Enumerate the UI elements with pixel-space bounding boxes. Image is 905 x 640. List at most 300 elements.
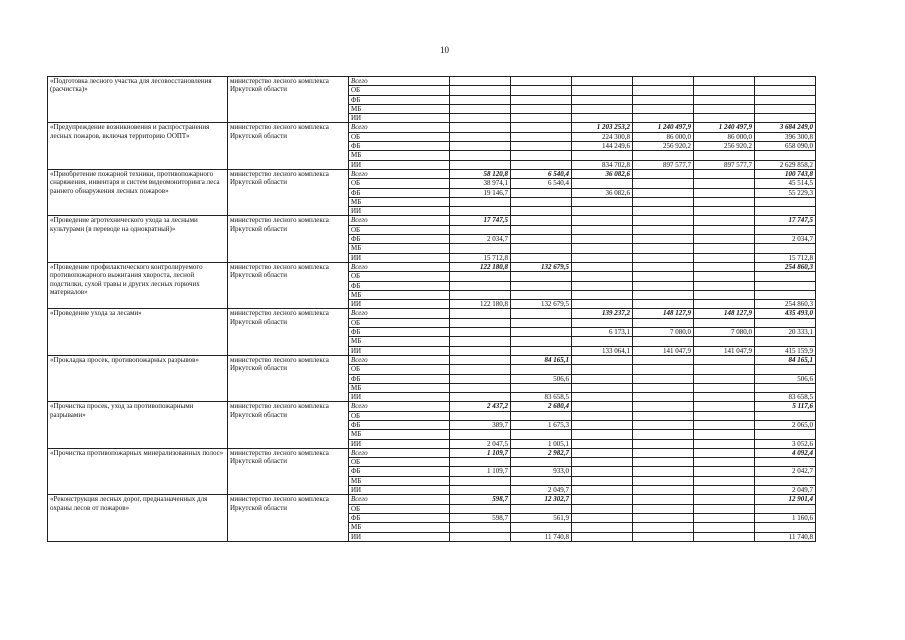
amount-cell: 17 747,5 bbox=[450, 216, 511, 225]
amount-cell: 141 047,9 bbox=[633, 346, 694, 355]
amount-cell: 2 437,2 bbox=[450, 402, 511, 411]
amount-cell bbox=[694, 151, 755, 160]
amount-cell bbox=[694, 179, 755, 188]
amount-cell bbox=[572, 448, 633, 457]
amount-cell: 598,7 bbox=[450, 495, 511, 504]
amount-cell bbox=[633, 420, 694, 429]
amount-cell bbox=[572, 430, 633, 439]
amount-cell bbox=[633, 225, 694, 234]
amount-cell: 83 658,5 bbox=[755, 393, 816, 402]
amount-cell bbox=[450, 355, 511, 364]
responsible-org: министерство лесного комплекса Иркутской области bbox=[228, 262, 349, 308]
amount-cell bbox=[572, 532, 633, 541]
amount-cell: 15 712,8 bbox=[450, 253, 511, 262]
table-row-total bbox=[48, 495, 816, 504]
table-row-total bbox=[48, 448, 816, 457]
table-row-total bbox=[48, 169, 816, 178]
amount-cell bbox=[755, 383, 816, 392]
funding-source: ФБ bbox=[349, 420, 450, 429]
amount-cell bbox=[572, 225, 633, 234]
amount-cell bbox=[450, 244, 511, 253]
amount-cell bbox=[450, 374, 511, 383]
funding-source: Всего bbox=[349, 169, 450, 178]
amount-cell bbox=[450, 142, 511, 151]
amount-cell bbox=[572, 290, 633, 299]
amount-cell bbox=[572, 151, 633, 160]
amount-cell bbox=[755, 411, 816, 420]
amount-cell: 36 082,6 bbox=[572, 188, 633, 197]
amount-cell bbox=[694, 290, 755, 299]
funding-source: МБ bbox=[349, 523, 450, 532]
amount-cell bbox=[511, 309, 572, 318]
amount-cell bbox=[694, 411, 755, 420]
amount-cell bbox=[633, 151, 694, 160]
amount-cell bbox=[450, 458, 511, 467]
funding-source: МБ bbox=[349, 197, 450, 206]
amount-cell bbox=[572, 402, 633, 411]
amount-cell bbox=[633, 374, 694, 383]
amount-cell bbox=[572, 318, 633, 327]
amount-cell bbox=[450, 504, 511, 513]
funding-source: МБ bbox=[349, 430, 450, 439]
funding-source: ФБ bbox=[349, 374, 450, 383]
amount-cell: 2 049,7 bbox=[511, 486, 572, 495]
amount-cell bbox=[694, 495, 755, 504]
amount-cell: 55 229,3 bbox=[755, 188, 816, 197]
table-row-total bbox=[48, 402, 816, 411]
amount-cell bbox=[450, 114, 511, 123]
amount-cell: 1 240 497,9 bbox=[694, 123, 755, 132]
amount-cell bbox=[633, 86, 694, 95]
table-row-total bbox=[48, 262, 816, 271]
amount-cell: 3 684 249,0 bbox=[755, 123, 816, 132]
amount-cell: 2 680,4 bbox=[511, 402, 572, 411]
amount-cell bbox=[572, 467, 633, 476]
amount-cell bbox=[694, 458, 755, 467]
amount-cell bbox=[572, 77, 633, 86]
amount-cell bbox=[572, 207, 633, 216]
amount-cell bbox=[572, 337, 633, 346]
amount-cell bbox=[755, 197, 816, 206]
amount-cell bbox=[511, 318, 572, 327]
amount-cell bbox=[755, 207, 816, 216]
amount-cell bbox=[633, 290, 694, 299]
amount-cell: 1 109,7 bbox=[450, 448, 511, 457]
funding-source: ОБ bbox=[349, 225, 450, 234]
funding-source: Всего bbox=[349, 355, 450, 364]
amount-cell bbox=[450, 486, 511, 495]
amount-cell: 20 333,1 bbox=[755, 328, 816, 337]
amount-cell bbox=[633, 95, 694, 104]
amount-cell: 224 300,8 bbox=[572, 132, 633, 141]
amount-cell bbox=[450, 86, 511, 95]
amount-cell: 122 180,8 bbox=[450, 300, 511, 309]
responsible-org: министерство лесного комплекса Иркутской области bbox=[228, 448, 349, 494]
amount-cell bbox=[511, 160, 572, 169]
funding-source: Всего bbox=[349, 495, 450, 504]
amount-cell bbox=[633, 523, 694, 532]
amount-cell: 3 052,6 bbox=[755, 439, 816, 448]
amount-cell bbox=[694, 216, 755, 225]
amount-cell bbox=[633, 77, 694, 86]
amount-cell bbox=[572, 95, 633, 104]
amount-cell bbox=[633, 439, 694, 448]
amount-cell bbox=[633, 104, 694, 113]
amount-cell bbox=[694, 104, 755, 113]
amount-cell bbox=[572, 420, 633, 429]
amount-cell bbox=[633, 402, 694, 411]
funding-source: Всего bbox=[349, 77, 450, 86]
amount-cell: 122 180,8 bbox=[450, 262, 511, 271]
amount-cell bbox=[450, 207, 511, 216]
amount-cell bbox=[511, 430, 572, 439]
amount-cell bbox=[694, 513, 755, 522]
amount-cell bbox=[694, 383, 755, 392]
responsible-org: министерство лесного комплекса Иркутской области bbox=[228, 309, 349, 355]
amount-cell bbox=[633, 216, 694, 225]
amount-cell bbox=[572, 114, 633, 123]
amount-cell bbox=[633, 513, 694, 522]
amount-cell bbox=[450, 290, 511, 299]
amount-cell bbox=[694, 318, 755, 327]
amount-cell bbox=[633, 114, 694, 123]
amount-cell bbox=[450, 411, 511, 420]
amount-cell bbox=[755, 337, 816, 346]
amount-cell: 132 679,5 bbox=[511, 262, 572, 271]
amount-cell bbox=[450, 309, 511, 318]
amount-cell bbox=[633, 458, 694, 467]
funding-source: ФБ bbox=[349, 188, 450, 197]
amount-cell bbox=[694, 207, 755, 216]
amount-cell bbox=[633, 495, 694, 504]
amount-cell bbox=[511, 216, 572, 225]
activity-name: «Проведение профилактического контролируемого противопожарного выжигания хвороста, лесной подстилки, сухой травы и других лесных горючих материалов» bbox=[48, 262, 228, 308]
responsible-org: министерство лесного комплекса Иркутской области bbox=[228, 216, 349, 262]
amount-cell bbox=[633, 504, 694, 513]
funding-source: Всего bbox=[349, 402, 450, 411]
amount-cell bbox=[694, 86, 755, 95]
amount-cell bbox=[755, 272, 816, 281]
amount-cell: 415 159,9 bbox=[755, 346, 816, 355]
amount-cell bbox=[694, 77, 755, 86]
amount-cell: 1 109,7 bbox=[450, 467, 511, 476]
amount-cell bbox=[633, 197, 694, 206]
amount-cell bbox=[511, 86, 572, 95]
funding-source: ИИ bbox=[349, 253, 450, 262]
activity-name: «Приобретение пожарной техники, противопожарного снаряжения, инвентаря и систем видеомониторинга леса раннего обнаружения лесных пожаров» bbox=[48, 169, 228, 215]
amount-cell bbox=[511, 151, 572, 160]
amount-cell bbox=[633, 281, 694, 290]
amount-cell bbox=[694, 393, 755, 402]
funding-source: МБ bbox=[349, 290, 450, 299]
amount-cell bbox=[755, 77, 816, 86]
funding-source: ОБ bbox=[349, 411, 450, 420]
amount-cell bbox=[511, 253, 572, 262]
amount-cell bbox=[755, 290, 816, 299]
amount-cell bbox=[694, 532, 755, 541]
amount-cell bbox=[694, 486, 755, 495]
amount-cell bbox=[694, 225, 755, 234]
amount-cell: 86 000,0 bbox=[694, 132, 755, 141]
responsible-org: министерство лесного комплекса Иркутской области bbox=[228, 402, 349, 448]
amount-cell bbox=[450, 328, 511, 337]
amount-cell bbox=[633, 179, 694, 188]
amount-cell bbox=[633, 467, 694, 476]
amount-cell bbox=[511, 458, 572, 467]
amount-cell bbox=[694, 253, 755, 262]
amount-cell: 2 065,0 bbox=[755, 420, 816, 429]
amount-cell bbox=[511, 235, 572, 244]
amount-cell bbox=[572, 495, 633, 504]
amount-cell bbox=[450, 95, 511, 104]
amount-cell bbox=[511, 114, 572, 123]
amount-cell: 6 540,4 bbox=[511, 179, 572, 188]
amount-cell: 141 047,9 bbox=[694, 346, 755, 355]
amount-cell bbox=[694, 430, 755, 439]
amount-cell: 11 740,8 bbox=[511, 532, 572, 541]
amount-cell: 139 237,2 bbox=[572, 309, 633, 318]
amount-cell: 658 090,0 bbox=[755, 142, 816, 151]
amount-cell bbox=[633, 393, 694, 402]
page-number: 10 bbox=[440, 45, 449, 55]
amount-cell bbox=[572, 383, 633, 392]
amount-cell bbox=[633, 355, 694, 364]
amount-cell: 2 042,7 bbox=[755, 467, 816, 476]
amount-cell bbox=[694, 402, 755, 411]
amount-cell: 11 740,8 bbox=[755, 532, 816, 541]
funding-source: МБ bbox=[349, 244, 450, 253]
amount-cell: 897 577,7 bbox=[694, 160, 755, 169]
amount-cell bbox=[633, 383, 694, 392]
budget-table bbox=[47, 76, 816, 542]
table-row-total bbox=[48, 77, 816, 86]
amount-cell bbox=[633, 235, 694, 244]
funding-source: ИИ bbox=[349, 346, 450, 355]
amount-cell bbox=[694, 420, 755, 429]
amount-cell bbox=[694, 365, 755, 374]
activity-name: «Предупреждение возникновения и распространения лесных пожаров, включая территорию ООПТ» bbox=[48, 123, 228, 169]
amount-cell: 834 702,8 bbox=[572, 160, 633, 169]
amount-cell bbox=[755, 95, 816, 104]
amount-cell bbox=[450, 532, 511, 541]
amount-cell: 12 901,4 bbox=[755, 495, 816, 504]
funding-source: ИИ bbox=[349, 300, 450, 309]
amount-cell bbox=[450, 476, 511, 485]
amount-cell bbox=[755, 523, 816, 532]
amount-cell bbox=[694, 281, 755, 290]
amount-cell: 2 034,7 bbox=[450, 235, 511, 244]
amount-cell bbox=[511, 244, 572, 253]
amount-cell: 58 120,8 bbox=[450, 169, 511, 178]
amount-cell bbox=[572, 486, 633, 495]
amount-cell bbox=[572, 393, 633, 402]
funding-source: ФБ bbox=[349, 281, 450, 290]
amount-cell bbox=[572, 411, 633, 420]
activity-name: «Реконструкция лесных дорог, предназначенных для охраны лесов от пожаров» bbox=[48, 495, 228, 541]
amount-cell bbox=[450, 160, 511, 169]
amount-cell bbox=[633, 448, 694, 457]
responsible-org: министерство лесного комплекса Иркутской области bbox=[228, 77, 349, 123]
amount-cell bbox=[755, 151, 816, 160]
amount-cell: 2 034,7 bbox=[755, 235, 816, 244]
amount-cell bbox=[450, 430, 511, 439]
amount-cell bbox=[572, 235, 633, 244]
amount-cell bbox=[755, 281, 816, 290]
amount-cell bbox=[694, 504, 755, 513]
amount-cell bbox=[450, 123, 511, 132]
funding-source: Всего bbox=[349, 448, 450, 457]
amount-cell bbox=[755, 225, 816, 234]
amount-cell: 6 540,4 bbox=[511, 169, 572, 178]
amount-cell bbox=[633, 244, 694, 253]
amount-cell bbox=[450, 197, 511, 206]
amount-cell bbox=[694, 439, 755, 448]
amount-cell: 2 982,7 bbox=[511, 448, 572, 457]
amount-cell bbox=[450, 132, 511, 141]
amount-cell bbox=[450, 383, 511, 392]
amount-cell bbox=[755, 104, 816, 113]
amount-cell: 435 493,0 bbox=[755, 309, 816, 318]
amount-cell: 5 117,6 bbox=[755, 402, 816, 411]
activity-name: «Прокладка просек, противопожарных разрывов» bbox=[48, 355, 228, 401]
amount-cell bbox=[511, 346, 572, 355]
amount-cell: 1 240 497,9 bbox=[633, 123, 694, 132]
amount-cell bbox=[511, 411, 572, 420]
amount-cell: 256 920,2 bbox=[694, 142, 755, 151]
amount-cell bbox=[755, 365, 816, 374]
amount-cell bbox=[450, 337, 511, 346]
amount-cell: 148 127,9 bbox=[694, 309, 755, 318]
amount-cell bbox=[755, 114, 816, 123]
amount-cell bbox=[511, 504, 572, 513]
funding-source: ФБ bbox=[349, 467, 450, 476]
amount-cell bbox=[511, 197, 572, 206]
amount-cell bbox=[572, 281, 633, 290]
amount-cell bbox=[694, 235, 755, 244]
amount-cell bbox=[633, 365, 694, 374]
amount-cell bbox=[633, 253, 694, 262]
amount-cell bbox=[511, 476, 572, 485]
amount-cell bbox=[694, 169, 755, 178]
amount-cell bbox=[694, 467, 755, 476]
amount-cell: 86 000,0 bbox=[633, 132, 694, 141]
amount-cell: 933,0 bbox=[511, 467, 572, 476]
amount-cell: 7 080,0 bbox=[694, 328, 755, 337]
funding-source: ОБ bbox=[349, 132, 450, 141]
amount-cell bbox=[633, 207, 694, 216]
amount-cell: 598,7 bbox=[450, 513, 511, 522]
amount-cell: 17 747,5 bbox=[755, 216, 816, 225]
amount-cell bbox=[633, 300, 694, 309]
amount-cell bbox=[633, 337, 694, 346]
funding-source: ОБ bbox=[349, 179, 450, 188]
amount-cell bbox=[572, 253, 633, 262]
amount-cell bbox=[572, 504, 633, 513]
amount-cell bbox=[572, 104, 633, 113]
amount-cell bbox=[572, 244, 633, 253]
table-row-total bbox=[48, 123, 816, 132]
activity-name: «Прочистка просек, уход за противопожарными разрывами» bbox=[48, 402, 228, 448]
funding-source: МБ bbox=[349, 104, 450, 113]
amount-cell bbox=[511, 337, 572, 346]
amount-cell: 4 092,4 bbox=[755, 448, 816, 457]
amount-cell: 6 173,1 bbox=[572, 328, 633, 337]
activity-name: «Подготовка лесного участка для лесовосстановления (расчистка)» bbox=[48, 77, 228, 123]
amount-cell bbox=[511, 95, 572, 104]
amount-cell bbox=[450, 281, 511, 290]
amount-cell bbox=[755, 476, 816, 485]
amount-cell bbox=[450, 151, 511, 160]
amount-cell: 561,9 bbox=[511, 513, 572, 522]
amount-cell bbox=[694, 337, 755, 346]
responsible-org: министерство лесного комплекса Иркутской области bbox=[228, 355, 349, 401]
amount-cell: 1 203 253,2 bbox=[572, 123, 633, 132]
funding-source: МБ bbox=[349, 383, 450, 392]
amount-cell: 83 658,5 bbox=[511, 393, 572, 402]
amount-cell bbox=[694, 448, 755, 457]
funding-source: МБ bbox=[349, 476, 450, 485]
amount-cell bbox=[755, 318, 816, 327]
amount-cell: 256 920,2 bbox=[633, 142, 694, 151]
amount-cell bbox=[572, 300, 633, 309]
funding-source: ИИ bbox=[349, 439, 450, 448]
funding-source: ОБ bbox=[349, 458, 450, 467]
amount-cell bbox=[633, 411, 694, 420]
amount-cell bbox=[572, 216, 633, 225]
funding-source: ФБ bbox=[349, 328, 450, 337]
amount-cell bbox=[511, 77, 572, 86]
amount-cell bbox=[450, 318, 511, 327]
amount-cell bbox=[572, 439, 633, 448]
amount-cell: 254 860,3 bbox=[755, 262, 816, 271]
amount-cell bbox=[633, 430, 694, 439]
amount-cell bbox=[511, 365, 572, 374]
amount-cell: 2 629 858,2 bbox=[755, 160, 816, 169]
amount-cell bbox=[450, 346, 511, 355]
funding-source: ФБ bbox=[349, 513, 450, 522]
amount-cell bbox=[511, 281, 572, 290]
activity-name: «Прочистка противопожарных минерализованных полос» bbox=[48, 448, 228, 494]
amount-cell: 12 302,7 bbox=[511, 495, 572, 504]
funding-source: ИИ bbox=[349, 486, 450, 495]
amount-cell: 19 146,7 bbox=[450, 188, 511, 197]
amount-cell bbox=[450, 77, 511, 86]
amount-cell: 1 160,6 bbox=[755, 513, 816, 522]
amount-cell bbox=[694, 476, 755, 485]
funding-source: ИИ bbox=[349, 207, 450, 216]
amount-cell bbox=[511, 290, 572, 299]
amount-cell bbox=[572, 179, 633, 188]
amount-cell bbox=[633, 532, 694, 541]
amount-cell bbox=[511, 328, 572, 337]
amount-cell bbox=[511, 523, 572, 532]
amount-cell bbox=[694, 197, 755, 206]
funding-source: МБ bbox=[349, 337, 450, 346]
amount-cell: 38 974,1 bbox=[450, 179, 511, 188]
amount-cell: 2 047,5 bbox=[450, 439, 511, 448]
amount-cell: 15 712,8 bbox=[755, 253, 816, 262]
amount-cell bbox=[572, 458, 633, 467]
amount-cell bbox=[633, 318, 694, 327]
amount-cell bbox=[633, 188, 694, 197]
funding-source: ИИ bbox=[349, 393, 450, 402]
amount-cell bbox=[511, 132, 572, 141]
table-row-total bbox=[48, 216, 816, 225]
activity-name: «Проведение агротехнического ухода за лесными культурами (в переводе на однократный)» bbox=[48, 216, 228, 262]
funding-source: ОБ bbox=[349, 272, 450, 281]
amount-cell: 133 064,1 bbox=[572, 346, 633, 355]
amount-cell bbox=[511, 188, 572, 197]
